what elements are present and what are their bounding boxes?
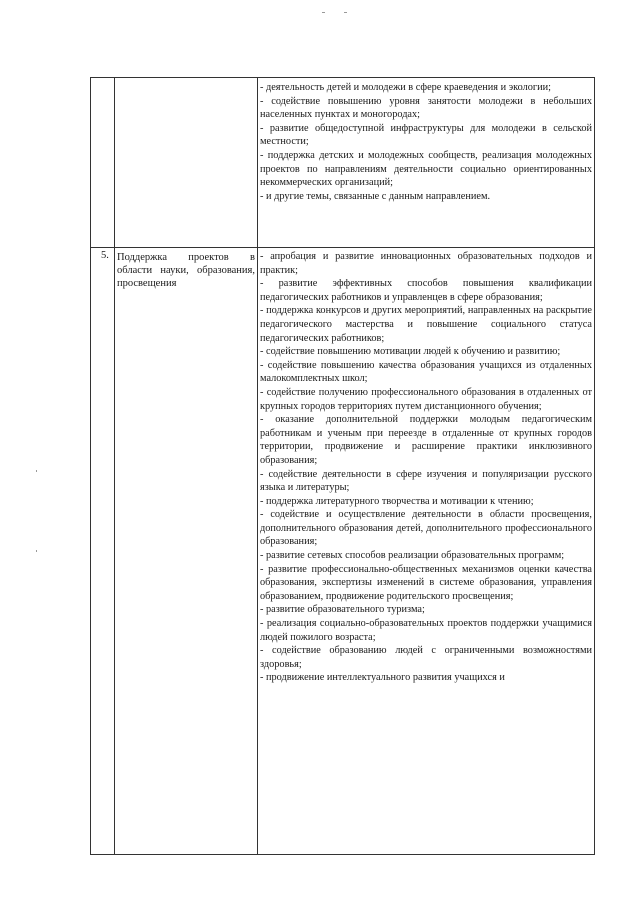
list-item: - содействие получению профессионального образования в отдаленных от крупных городов территориях путем дистанционного обучения; xyxy=(260,386,592,412)
list-item: - поддержка детских и молодежных сообществ, реализация молодежных проектов по направлениям деятельности социально ориентированных некоммерческих организаций; xyxy=(260,149,592,189)
row-description xyxy=(258,78,595,248)
list-item: - содействие повышению уровня занятости молодежи в небольших населенных пунктах и моногородах; xyxy=(260,95,592,121)
table-row xyxy=(91,248,595,855)
row-title: Поддержка проектов в области науки, образования, просвещения xyxy=(115,248,258,855)
list-item: - поддержка конкурсов и других мероприятий, направленных на раскрытие педагогического мастерства и повышение социального статуса педагогических работников; xyxy=(260,305,592,344)
document-table xyxy=(90,77,595,855)
table-row xyxy=(91,78,595,248)
list-item: - развитие сетевых способов реализации образовательных программ; xyxy=(260,550,565,562)
list-item: - содействие образованию людей с ограниченными возможностями здоровья; xyxy=(260,645,592,670)
description-list xyxy=(260,78,592,203)
scan-speck xyxy=(36,470,37,472)
list-item: - поддержка литературного творчества и мотивации к чтению; xyxy=(260,495,534,507)
scan-speck xyxy=(322,12,325,13)
list-item: - оказание дополнительной поддержки молодым педагогическим работникам и ученым при переезде в отдаленные от крупных городов территории, продвижение и расширение практики инклюзивного образования; xyxy=(260,414,592,466)
list-item: - развитие образовательного туризма; xyxy=(260,604,425,616)
description-list xyxy=(260,248,592,685)
scan-speck xyxy=(36,550,37,552)
list-item: - развитие профессионально-общественных механизмов оценки качества образования, экспертизы изменений в системе образования, управления образованием, продвижение родительского просвещения; xyxy=(260,563,592,602)
list-item: - реализация социально-образовательных проектов поддержки учащимися людей пожилого возраста; xyxy=(260,618,592,643)
list-item: - содействие и осуществление деятельности в области просвещения, дополнительного образования детей, дополнительного профессионального образования; xyxy=(260,509,592,548)
list-item: - содействие повышению мотивации людей к обучению и развитию; xyxy=(260,346,561,358)
list-item: - развитие эффективных способов повышения квалификации педагогических работников и управленцев в сфере образования; xyxy=(260,278,592,303)
row-number xyxy=(91,78,115,248)
scan-speck xyxy=(344,12,347,13)
row-description xyxy=(258,248,595,855)
list-item: - апробация и развитие инновационных образовательных подходов и практик; xyxy=(260,251,592,276)
list-item: - содействие деятельности в сфере изучения и популяризации русского языка и литературы; xyxy=(260,468,592,494)
list-item: - содействие повышению качества образования учащихся из отдаленных малокомплектных школ; xyxy=(260,359,592,385)
row-number: 5. xyxy=(91,248,115,855)
list-item: - деятельность детей и молодежи в сфере краеведения и экологии; xyxy=(260,82,552,93)
list-item: - и другие темы, связанные с данным направлением. xyxy=(260,190,491,202)
row-title xyxy=(115,78,258,248)
list-item: - развитие общедоступной инфраструктуры для молодежи в сельской местности; xyxy=(260,122,592,148)
list-item: - продвижение интеллектуального развития учащихся и xyxy=(260,672,505,684)
